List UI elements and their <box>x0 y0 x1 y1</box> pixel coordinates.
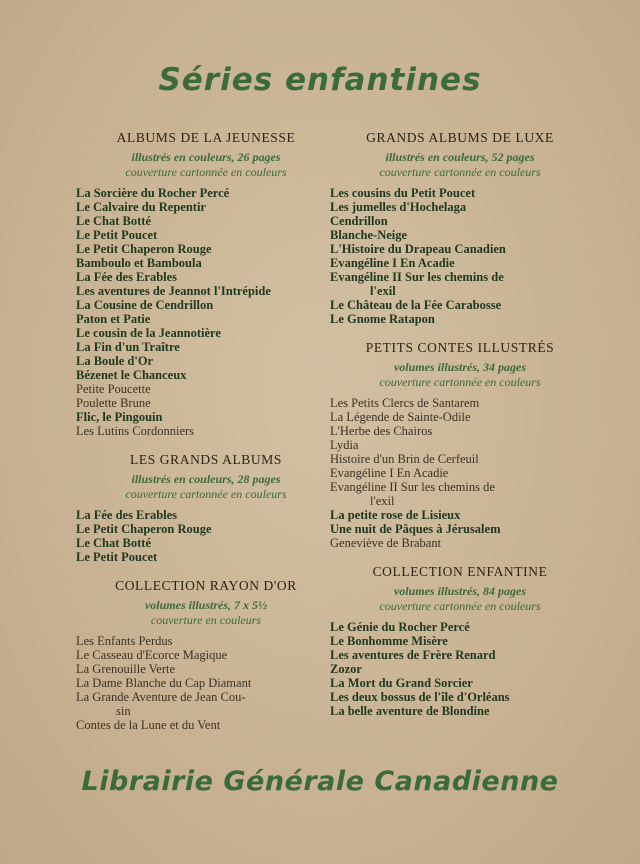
list-item: Les jumelles d'Hochelaga <box>330 200 467 214</box>
list-item: Paton et Patie <box>76 312 151 326</box>
section-grands-albums-luxe <box>330 130 590 326</box>
list-item: Le Gnome Ratapon <box>330 312 435 326</box>
list-item: La Grenouille Verte <box>76 662 176 676</box>
list-item: Une nuit de Pâques à Jérusalem <box>330 522 501 536</box>
section-subtitle: illustrés en couleurs, 52 pages <box>385 150 535 164</box>
right-column <box>330 130 590 732</box>
section-heading: ALBUMS DE LA JEUNESSE <box>116 130 296 145</box>
section-subtitle: illustrés en couleurs, 26 pages <box>131 150 281 164</box>
list-item: L'Histoire du Drapeau Canadien <box>330 242 506 256</box>
list-item: Le Château de la Fée Carabosse <box>330 298 502 312</box>
list-item: Evangéline I En Acadie <box>330 466 449 480</box>
list-item: Evangéline I En Acadie <box>330 256 455 270</box>
section-rayon-dor <box>76 578 336 732</box>
list-item: Le Génie du Rocher Percé <box>330 620 470 634</box>
title-list <box>330 186 590 326</box>
list-item: Le Casseau d'Ecorce Magique <box>76 648 228 662</box>
list-item: L'Herbe des Chairos <box>330 424 433 438</box>
list-item: Le Calvaire du Repentir <box>76 200 206 214</box>
list-item: Les aventures de Jeannot l'Intrépide <box>76 284 271 298</box>
list-item: Les cousins du Petit Poucet <box>330 186 476 200</box>
list-item: Contes de la Lune et du Vent <box>76 718 221 732</box>
section-petits-contes <box>330 340 590 550</box>
list-item: Petite Poucette <box>76 382 151 396</box>
list-item: Le Chat Botté <box>76 214 151 228</box>
list-item: Les aventures de Frère Renard <box>330 648 496 662</box>
section-grands-albums <box>76 452 336 564</box>
title-list <box>76 186 336 438</box>
list-item: La Sorcière du Rocher Percé <box>76 186 230 200</box>
list-item: Blanche-Neige <box>330 228 408 242</box>
section-heading: LES GRANDS ALBUMS <box>130 452 282 467</box>
list-item: Les Enfants Perdus <box>76 634 173 648</box>
list-item: La Dame Blanche du Cap Diamant <box>76 676 252 690</box>
title-list <box>76 508 336 564</box>
section-subtitle: volumes illustrés, 34 pages <box>393 360 526 374</box>
list-item: La Légende de Sainte-Odile <box>330 410 471 424</box>
section-heading: COLLECTION ENFANTINE <box>372 564 548 579</box>
list-item: Le Petit Poucet <box>76 550 158 564</box>
section-heading: PETITS CONTES ILLUSTRÉS <box>365 340 555 355</box>
section-subtitle: volumes illustrés, 84 pages <box>393 584 526 598</box>
list-item: Les Petits Clercs de Santarem <box>330 396 480 410</box>
section-heading: COLLECTION RAYON D'OR <box>115 578 297 593</box>
list-item: Bamboulo et Bamboula <box>76 256 202 270</box>
section-subtitle-2: couverture cartonnée en couleurs <box>125 487 287 501</box>
list-item: Zozor <box>330 662 362 676</box>
list-item: Flic, le Pingouin <box>76 410 163 424</box>
section-subtitle-2: couverture cartonnée en couleurs <box>379 599 541 613</box>
section-heading: GRANDS ALBUMS DE LUXE <box>366 130 554 145</box>
section-subtitle-2: couverture cartonnée en couleurs <box>125 165 287 179</box>
list-item: La Fée des Erables <box>76 270 178 284</box>
list-item: Bézenet le Chanceux <box>76 368 187 382</box>
list-item: La petite rose de Lisieux <box>330 508 461 522</box>
list-item: Poulette Brune <box>76 396 151 410</box>
section-subtitle-2: couverture en couleurs <box>150 613 262 627</box>
list-item: Le Petit Poucet <box>76 228 158 242</box>
list-item: La Mort du Grand Sorcier <box>330 676 473 690</box>
list-item: Geneviève de Brabant <box>330 536 442 550</box>
publisher-name: Librairie Générale Canadienne <box>81 766 559 797</box>
section-subtitle: illustrés en couleurs, 28 pages <box>131 472 281 486</box>
list-item: Le cousin de la Jeannotière <box>76 326 221 340</box>
list-item: La Boule d'Or <box>76 354 154 368</box>
left-column <box>76 130 336 746</box>
list-item: Les deux bossus de l'île d'Orléans <box>330 690 510 704</box>
list-item-continuation: sin <box>116 704 131 718</box>
list-item: Evangéline II Sur les chemins de <box>330 480 495 494</box>
list-item: La Fin d'un Traître <box>76 340 180 354</box>
list-item: Cendrillon <box>330 214 388 228</box>
list-item: Evangéline II Sur les chemins de <box>330 270 504 284</box>
list-item: La Fée des Erables <box>76 508 178 522</box>
list-item: La Grande Aventure de Jean Cou- <box>76 690 246 704</box>
list-item: La Cousine de Cendrillon <box>76 298 214 312</box>
section-collection-enfantine <box>330 564 590 718</box>
list-item: Le Bonhomme Misère <box>330 634 448 648</box>
page-title: Séries enfantines <box>158 62 482 98</box>
list-item-continuation: l'exil <box>370 494 395 508</box>
list-item: Le Petit Chaperon Rouge <box>76 242 212 256</box>
list-item: Le Petit Chaperon Rouge <box>76 522 212 536</box>
list-item: Le Chat Botté <box>76 536 151 550</box>
list-item: Les Lutins Cordonniers <box>76 424 195 438</box>
section-albums-jeunesse <box>76 130 336 438</box>
list-item-continuation: l'exil <box>370 284 396 298</box>
list-item: Lydia <box>330 438 359 452</box>
section-subtitle-2: couverture cartonnée en couleurs <box>379 375 541 389</box>
title-list <box>330 396 590 550</box>
section-subtitle-2: couverture cartonnée en couleurs <box>379 165 541 179</box>
list-item: Histoire d'un Brin de Cerfeuil <box>330 452 479 466</box>
list-item: La belle aventure de Blondine <box>330 704 490 718</box>
title-list <box>76 634 336 732</box>
title-list <box>330 620 590 718</box>
section-subtitle: volumes illustrés, 7 x 5½ <box>144 598 267 612</box>
